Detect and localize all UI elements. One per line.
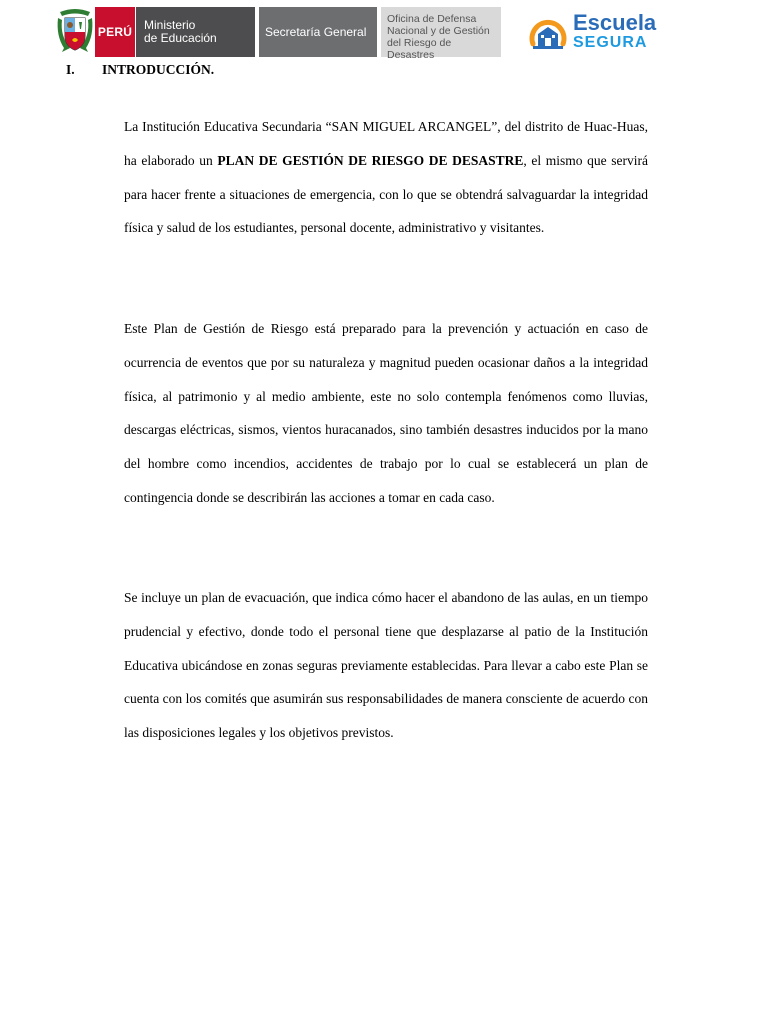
escuela-segura-icon xyxy=(527,14,569,56)
segura-word: SEGURA xyxy=(573,34,648,51)
escuela-segura-logo xyxy=(527,10,669,56)
paragraph-1-text-c: , el mismo que servirá para hacer frente a situaciones de emergencia, con lo que se obtendrá salvaguardar la integridad física y salud de los estudiantes, personal docente, administrativo y visitantes. xyxy=(124,152,648,236)
escuela-word: Escuela xyxy=(573,10,657,35)
section-heading xyxy=(66,62,214,78)
secretaria-label: Secretaría General xyxy=(259,7,377,57)
section-title: INTRODUCCIÓN. xyxy=(102,62,215,77)
oficina-label xyxy=(381,7,501,61)
ministerio-label xyxy=(135,7,255,57)
peru-coat-of-arms-icon xyxy=(56,6,94,56)
paragraph-1-text-a: La Institución Educativa Secundaria “SAN MIGUEL ARCANGEL”, del distrito de Huac-Huas, ha elaborado un xyxy=(124,119,648,168)
paragraph-3: Se incluye un plan de evacuación, que indica cómo hacer el abandono de las aulas, en un tiempo prudencial y efectivo, donde todo el personal tiene que desplazarse al patio de la Institución Educativa ubicándose en zonas seguras previamente establecidas. Para llevar a cabo este Plan se cuenta con los comités que asumirán sus responsabilidades de manera consciente de acuerdo con las disposiciones legales y los objetivos previstos. xyxy=(124,590,648,741)
peru-label: PERÚ xyxy=(95,7,135,57)
ministerio-line-1: Ministerio xyxy=(144,18,196,32)
oficina-line-3: del Riesgo de Desastres xyxy=(387,37,452,61)
oficina-line-2: Nacional y de Gestión xyxy=(387,25,490,37)
government-bar xyxy=(95,7,501,61)
paragraph-2: Este Plan de Gestión de Riesgo está preparado para la prevención y actuación en caso de ocurrencia de eventos que por su naturaleza y magnitud pueden ocasionar daños a la integridad física, al patrimonio y al medio ambiente, este no solo contempla fenómenos como lluvias, descargas eléctricas, sismos, vientos huracanados, sino también desastres inducidos por la mano del hombre como incendios, accidentes de trabajo por lo cual se establecerá un plan de contingencia donde se describirán las acciones a tomar en cada caso. xyxy=(124,321,648,505)
ministerio-line-2: de Educación xyxy=(144,31,217,45)
paragraph-1-bold: PLAN DE GESTIÓN DE RIESGO DE DESASTRE xyxy=(217,152,524,168)
document-header xyxy=(0,0,768,62)
paragraph-1 xyxy=(124,110,648,245)
oficina-line-1: Oficina de Defensa xyxy=(387,13,477,25)
section-number: I. xyxy=(66,62,75,77)
